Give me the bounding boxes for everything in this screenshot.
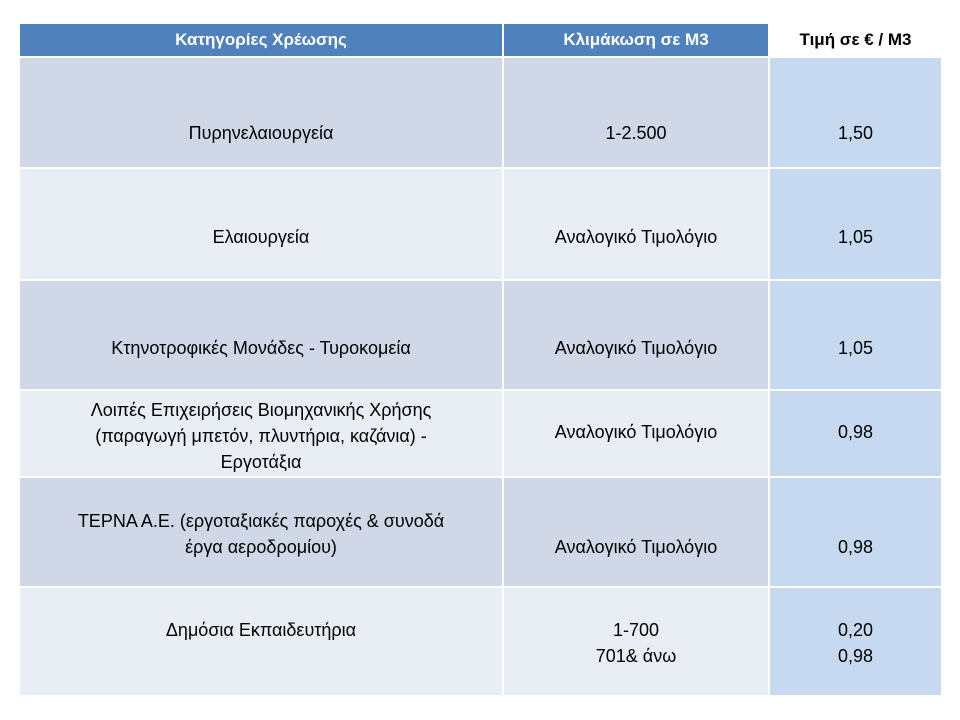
table-row xyxy=(20,478,941,586)
price-cell xyxy=(770,391,941,476)
price-text: 0,98 xyxy=(837,422,874,442)
category-cell xyxy=(20,391,502,476)
table-row xyxy=(20,58,941,167)
category-text: Δημόσια Εκπαιδευτήρια xyxy=(165,620,357,640)
category-text: ΤΕΡΝΑ Α.Ε. (εργοταξιακές παροχές & συνοδά xyxy=(77,511,445,531)
table-row xyxy=(20,391,941,476)
category-cell xyxy=(20,58,502,167)
price-text: 0,98 xyxy=(837,646,874,666)
scale-text: 1-700 xyxy=(612,620,660,640)
table-row xyxy=(20,588,941,695)
scale-cell xyxy=(504,588,768,695)
scale-text: Αναλογικό Τιμολόγιο xyxy=(554,537,718,557)
category-text: Λοιπές Επιχειρήσεις Βιομηχανικής Χρήσης xyxy=(90,400,432,420)
scale-text: Αναλογικό Τιμολόγιο xyxy=(554,227,718,247)
header-scale: Κλιμάκωση σε Μ3 xyxy=(504,24,768,56)
table-row xyxy=(20,281,941,389)
category-text: Ελαιουργεία xyxy=(212,227,310,247)
scale-text: 1-2.500 xyxy=(605,123,667,143)
price-text: 0,20 xyxy=(837,620,874,640)
scale-text: Αναλογικό Τιμολόγιο xyxy=(554,338,718,358)
tariff-table xyxy=(20,24,941,695)
table-row xyxy=(20,169,941,279)
price-cell xyxy=(770,281,941,389)
scale-text: 701& άνω xyxy=(595,646,677,666)
scale-cell xyxy=(504,169,768,279)
price-cell xyxy=(770,478,941,586)
category-cell xyxy=(20,169,502,279)
header-price: Τιμή σε € / Μ3 xyxy=(770,24,941,56)
price-text: 1,50 xyxy=(837,123,874,143)
category-text: Κτηνοτροφικές Μονάδες - Τυροκομεία xyxy=(111,338,411,358)
category-text: Πυρηνελαιουργεία xyxy=(188,123,334,143)
scale-cell xyxy=(504,478,768,586)
category-text: Εργοτάξια xyxy=(220,452,302,472)
price-text: 0,98 xyxy=(837,537,874,557)
price-text: 1,05 xyxy=(837,227,874,247)
price-cell xyxy=(770,58,941,167)
header-category: Κατηγορίες Χρέωσης xyxy=(20,24,502,56)
category-cell xyxy=(20,478,502,586)
scale-cell xyxy=(504,391,768,476)
category-text: έργα αεροδρομίου) xyxy=(185,537,337,557)
price-cell xyxy=(770,169,941,279)
category-cell xyxy=(20,588,502,695)
scale-cell xyxy=(504,58,768,167)
category-cell xyxy=(20,281,502,389)
scale-cell xyxy=(504,281,768,389)
price-text: 1,05 xyxy=(837,338,874,358)
category-text: (παραγωγή μπετόν, πλυντήρια, καζάνια) - xyxy=(95,426,427,446)
scale-text: Αναλογικό Τιμολόγιο xyxy=(554,422,718,442)
price-cell xyxy=(770,588,941,695)
